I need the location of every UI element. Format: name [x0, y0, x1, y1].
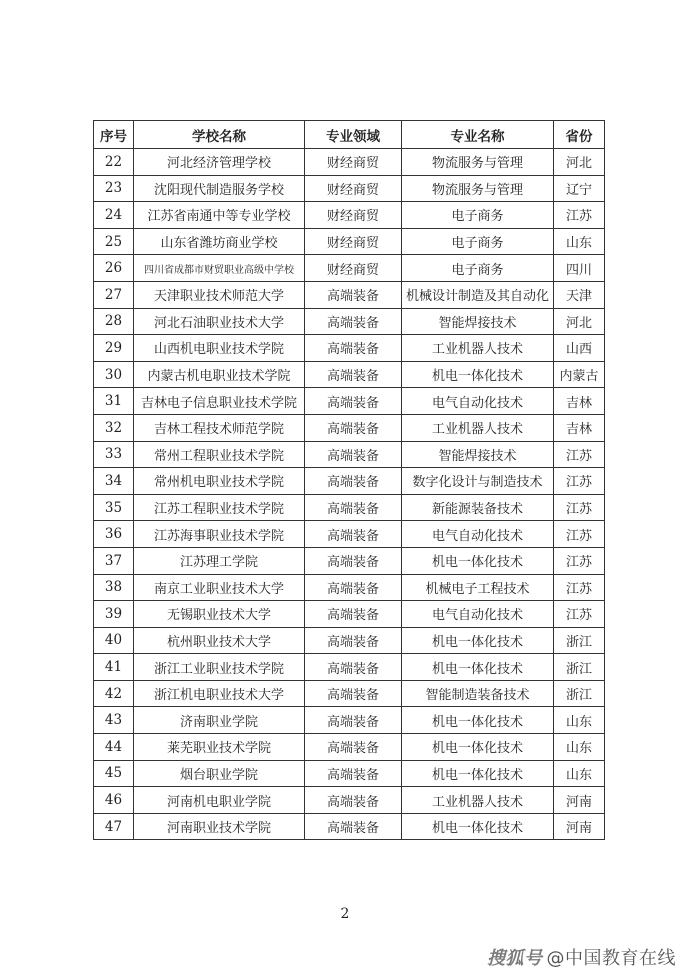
cell-field: 财经商贸 [305, 202, 402, 229]
cell-province: 河南 [554, 787, 605, 814]
cell-major: 智能焊接技术 [402, 441, 554, 468]
table-row [94, 494, 605, 521]
table-row [94, 335, 605, 362]
cell-province: 内蒙古 [554, 361, 605, 388]
cell-seq: 43 [94, 707, 134, 734]
cell-seq: 44 [94, 734, 134, 761]
cell-major: 机电一体化技术 [402, 547, 554, 574]
cell-province: 山东 [554, 734, 605, 761]
cell-major: 机械设计制造及其自动化 [402, 281, 554, 308]
table-row [94, 308, 605, 335]
cell-province: 江苏 [554, 494, 605, 521]
cell-field: 高端装备 [305, 813, 402, 840]
cell-field: 高端装备 [305, 521, 402, 548]
table-row [94, 255, 605, 282]
table-row [94, 521, 605, 548]
cell-school-name: 浙江机电职业技术大学 [134, 680, 305, 707]
cell-major: 智能制造装备技术 [402, 680, 554, 707]
cell-province: 天津 [554, 281, 605, 308]
table-row [94, 149, 605, 176]
cell-seq: 36 [94, 521, 134, 548]
cell-province: 山东 [554, 228, 605, 255]
table-row [94, 813, 605, 840]
cell-major: 机电一体化技术 [402, 654, 554, 681]
cell-seq: 25 [94, 228, 134, 255]
table-row [94, 654, 605, 681]
cell-seq: 33 [94, 441, 134, 468]
cell-field: 高端装备 [305, 468, 402, 495]
cell-field: 高端装备 [305, 707, 402, 734]
cell-major: 电气自动化技术 [402, 388, 554, 415]
cell-school-name: 河南机电职业学院 [134, 787, 305, 814]
cell-seq: 30 [94, 361, 134, 388]
cell-seq: 45 [94, 760, 134, 787]
table-row [94, 202, 605, 229]
cell-province: 山西 [554, 335, 605, 362]
cell-school-name: 山西机电职业技术学院 [134, 335, 305, 362]
cell-province: 浙江 [554, 680, 605, 707]
cell-field: 高端装备 [305, 547, 402, 574]
header-seq: 序号 [94, 121, 134, 149]
cell-school-name: 河南职业技术学院 [134, 813, 305, 840]
cell-province: 河北 [554, 308, 605, 335]
cell-field: 高端装备 [305, 627, 402, 654]
cell-major: 机电一体化技术 [402, 627, 554, 654]
cell-major: 机电一体化技术 [402, 707, 554, 734]
cell-major: 电气自动化技术 [402, 521, 554, 548]
cell-field: 高端装备 [305, 335, 402, 362]
cell-school-name: 吉林工程技术师范学院 [134, 414, 305, 441]
cell-major: 新能源装备技术 [402, 494, 554, 521]
cell-seq: 23 [94, 175, 134, 202]
cell-seq: 35 [94, 494, 134, 521]
cell-seq: 40 [94, 627, 134, 654]
table-row [94, 441, 605, 468]
cell-seq: 41 [94, 654, 134, 681]
cell-major: 工业机器人技术 [402, 787, 554, 814]
cell-school-name: 内蒙古机电职业技术学院 [134, 361, 305, 388]
cell-seq: 22 [94, 149, 134, 176]
table-row [94, 388, 605, 415]
cell-field: 高端装备 [305, 361, 402, 388]
table-row [94, 574, 605, 601]
cell-field: 高端装备 [305, 441, 402, 468]
header-field: 专业领域 [305, 121, 402, 149]
table-row [94, 680, 605, 707]
cell-province: 江苏 [554, 468, 605, 495]
cell-seq: 42 [94, 680, 134, 707]
table-row [94, 787, 605, 814]
cell-seq: 28 [94, 308, 134, 335]
header-school-name: 学校名称 [134, 121, 305, 149]
cell-province: 浙江 [554, 627, 605, 654]
cell-field: 高端装备 [305, 680, 402, 707]
cell-province: 江苏 [554, 521, 605, 548]
header-province: 省份 [554, 121, 605, 149]
cell-school-name: 江苏理工学院 [134, 547, 305, 574]
cell-province: 山东 [554, 760, 605, 787]
cell-school-name: 杭州职业技术大学 [134, 627, 305, 654]
cell-seq: 24 [94, 202, 134, 229]
cell-school-name: 常州机电职业技术学院 [134, 468, 305, 495]
cell-seq: 32 [94, 414, 134, 441]
cell-seq: 47 [94, 813, 134, 840]
cell-field: 高端装备 [305, 308, 402, 335]
cell-seq: 27 [94, 281, 134, 308]
watermark [487, 944, 676, 970]
table-row [94, 707, 605, 734]
cell-school-name: 山东省潍坊商业学校 [134, 228, 305, 255]
cell-major: 智能焊接技术 [402, 308, 554, 335]
cell-school-name: 河北石油职业技术大学 [134, 308, 305, 335]
cell-field: 高端装备 [305, 494, 402, 521]
cell-school-name: 沈阳现代制造服务学校 [134, 175, 305, 202]
cell-seq: 34 [94, 468, 134, 495]
cell-major: 机电一体化技术 [402, 361, 554, 388]
cell-school-name: 莱芜职业技术学院 [134, 734, 305, 761]
table-row [94, 281, 605, 308]
table-body [94, 149, 605, 840]
table-row [94, 228, 605, 255]
cell-field: 高端装备 [305, 414, 402, 441]
cell-province: 江苏 [554, 574, 605, 601]
cell-province: 浙江 [554, 654, 605, 681]
cell-major: 电子商务 [402, 255, 554, 282]
cell-province: 江苏 [554, 441, 605, 468]
school-table-container [93, 120, 604, 840]
cell-province: 吉林 [554, 388, 605, 415]
cell-major: 机电一体化技术 [402, 760, 554, 787]
table-row [94, 627, 605, 654]
cell-major: 机电一体化技术 [402, 734, 554, 761]
cell-field: 高端装备 [305, 601, 402, 628]
table-row [94, 760, 605, 787]
cell-major: 数字化设计与制造技术 [402, 468, 554, 495]
cell-school-name: 烟台职业学院 [134, 760, 305, 787]
cell-province: 河南 [554, 813, 605, 840]
table-row [94, 361, 605, 388]
cell-school-name: 江苏海事职业技术学院 [134, 521, 305, 548]
cell-major: 机械电子工程技术 [402, 574, 554, 601]
table-row [94, 175, 605, 202]
cell-major: 工业机器人技术 [402, 335, 554, 362]
cell-major: 电子商务 [402, 228, 554, 255]
cell-province: 吉林 [554, 414, 605, 441]
cell-seq: 26 [94, 255, 134, 282]
cell-seq: 29 [94, 335, 134, 362]
page-number: 2 [340, 906, 350, 922]
cell-seq: 39 [94, 601, 134, 628]
cell-school-name: 四川省成都市财贸职业高级中学校 [134, 255, 305, 282]
school-table [93, 120, 605, 840]
cell-seq: 38 [94, 574, 134, 601]
cell-school-name: 天津职业技术师范大学 [134, 281, 305, 308]
cell-field: 财经商贸 [305, 149, 402, 176]
cell-school-name: 常州工程职业技术学院 [134, 441, 305, 468]
table-row [94, 547, 605, 574]
cell-school-name: 江苏省南通中等专业学校 [134, 202, 305, 229]
cell-major: 电子商务 [402, 202, 554, 229]
cell-field: 高端装备 [305, 281, 402, 308]
cell-school-name: 济南职业学院 [134, 707, 305, 734]
cell-major: 电气自动化技术 [402, 601, 554, 628]
cell-province: 河北 [554, 149, 605, 176]
cell-province: 江苏 [554, 547, 605, 574]
cell-field: 高端装备 [305, 734, 402, 761]
cell-province: 山东 [554, 707, 605, 734]
cell-field: 财经商贸 [305, 255, 402, 282]
cell-major: 物流服务与管理 [402, 149, 554, 176]
cell-seq: 37 [94, 547, 134, 574]
cell-school-name: 吉林电子信息职业技术学院 [134, 388, 305, 415]
cell-major: 机电一体化技术 [402, 813, 554, 840]
table-row [94, 734, 605, 761]
cell-field: 高端装备 [305, 574, 402, 601]
cell-major: 物流服务与管理 [402, 175, 554, 202]
cell-field: 高端装备 [305, 760, 402, 787]
cell-school-name: 江苏工程职业技术学院 [134, 494, 305, 521]
cell-province: 江苏 [554, 601, 605, 628]
cell-field: 财经商贸 [305, 175, 402, 202]
cell-province: 四川 [554, 255, 605, 282]
watermark-text: @中国教育在线 [546, 948, 676, 969]
cell-field: 财经商贸 [305, 228, 402, 255]
cell-seq: 46 [94, 787, 134, 814]
sohu-logo: 搜狐号 [487, 948, 543, 969]
cell-field: 高端装备 [305, 787, 402, 814]
table-row [94, 468, 605, 495]
cell-field: 高端装备 [305, 388, 402, 415]
cell-seq: 31 [94, 388, 134, 415]
cell-major: 工业机器人技术 [402, 414, 554, 441]
cell-school-name: 无锡职业技术大学 [134, 601, 305, 628]
header-major: 专业名称 [402, 121, 554, 149]
cell-field: 高端装备 [305, 654, 402, 681]
cell-province: 辽宁 [554, 175, 605, 202]
table-header-row [94, 121, 605, 149]
cell-school-name: 浙江工业职业技术学院 [134, 654, 305, 681]
cell-school-name: 河北经济管理学校 [134, 149, 305, 176]
cell-school-name: 南京工业职业技术大学 [134, 574, 305, 601]
table-row [94, 414, 605, 441]
table-row [94, 601, 605, 628]
cell-province: 江苏 [554, 202, 605, 229]
